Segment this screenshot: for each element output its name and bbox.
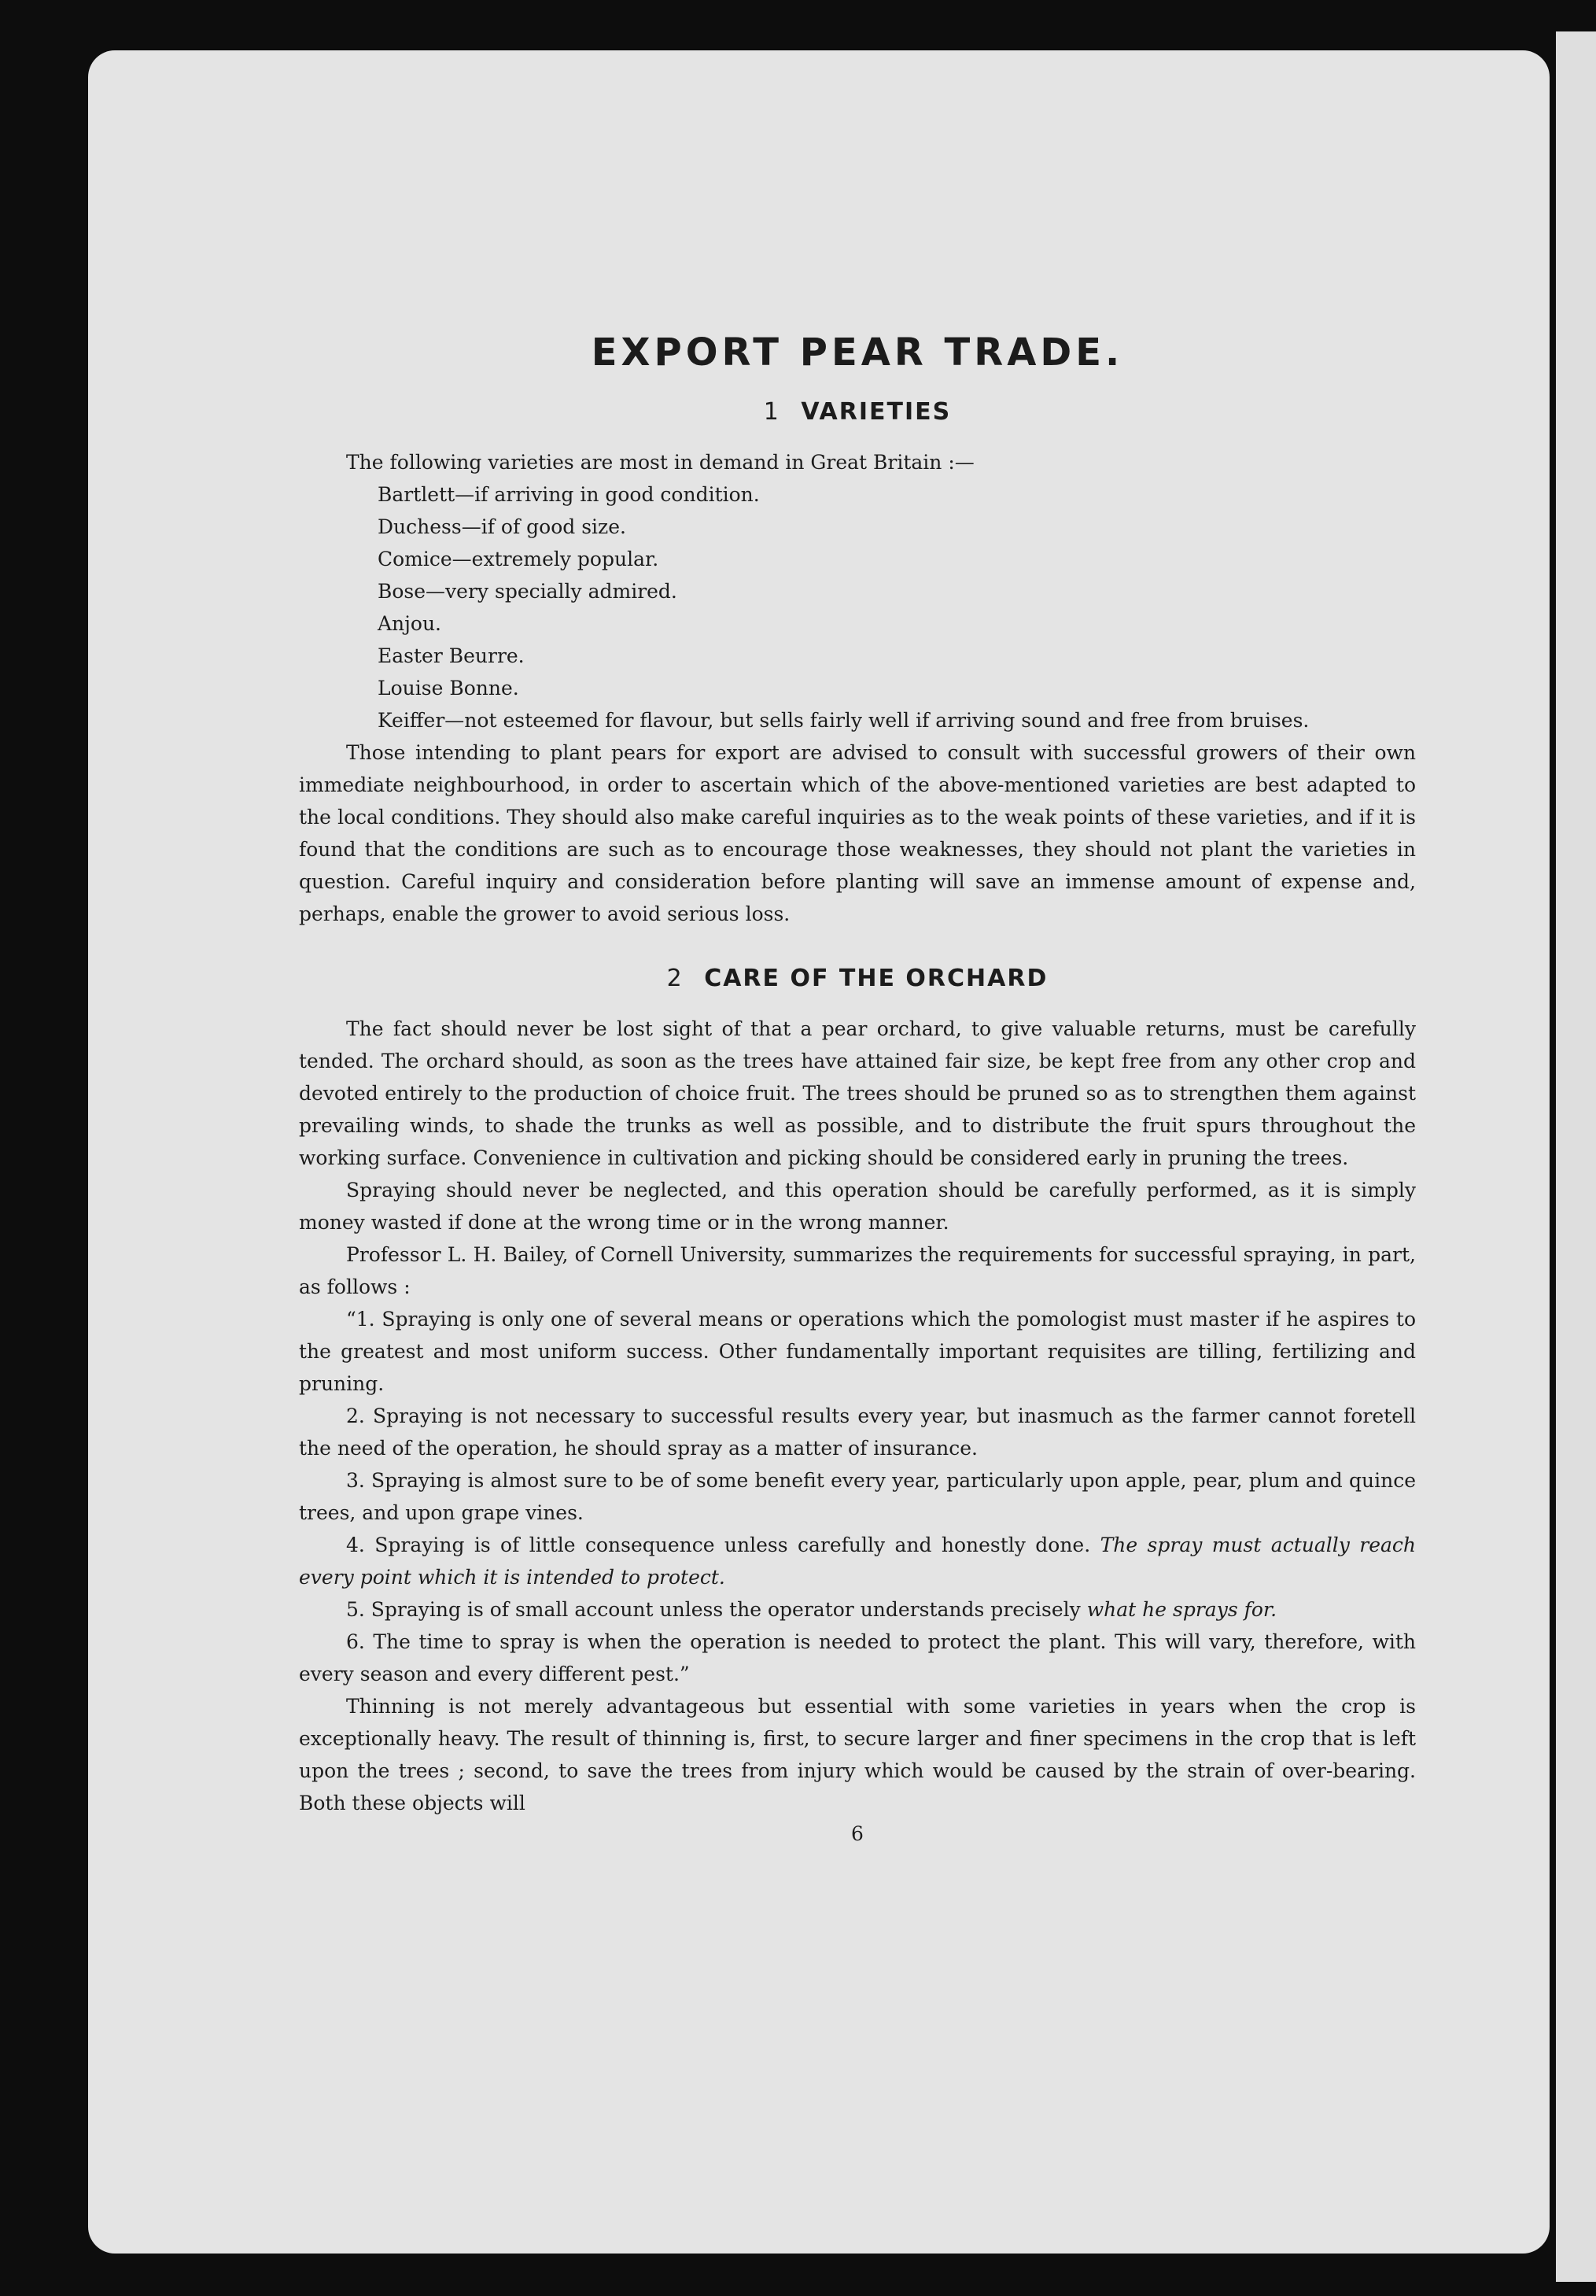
varieties-intro: The following varieties are most in demand in Great Britain :— bbox=[346, 451, 975, 474]
section-number: 2 bbox=[666, 965, 684, 992]
paragraph-care: The fact should never be lost sight of that a pear orchard, to give valuable returns, must be carefully tended. The orchard should, as soon as the trees have attained fair size, be kept free from any other crop and devoted entirely to the production of choice fruit. The trees should be pruned so as to strengthen them against prevailing winds, to shade the trunks as well as possible, and to distribute the fruit spurs throughout the working surface. Convenience in cultivation and picking should be considered early in pruning the trees. bbox=[299, 1017, 1416, 1169]
page-number: 6 bbox=[851, 1822, 864, 1845]
rule-4-italic: The spray must actually reach every point which it is intended to protect. bbox=[299, 1534, 1416, 1589]
rule-5 bbox=[299, 1593, 1416, 1626]
paragraph-thinning: Thinning is not merely advantageous but essential with some varieties in years when the crop is exceptionally heavy. The result of thinning is, first, to secure larger and finer specimens in the crop that is left upon the trees ; second, to save the trees from injury which would be caused by the strain of over-bearing. Both these objects will bbox=[299, 1695, 1416, 1814]
section-number: 1 bbox=[763, 398, 780, 426]
rule-3: 3. Spraying is almost sure to be of some benefit every year, particularly upon apple, pear, plum and quince trees, and upon grape vines. bbox=[299, 1469, 1416, 1524]
rule-5-text: 5. Spraying is of small account unless the operator understands precisely bbox=[346, 1598, 1081, 1621]
section-heading-varieties bbox=[299, 398, 1416, 426]
rule-6: 6. The time to spray is when the operation is needed to protect the plant. This will vary, therefore, with every season and every different pest.” bbox=[299, 1630, 1416, 1685]
paragraph-advice: Those intending to plant pears for export are advised to consult with successful growers of their own immediate neighbourhood, in order to ascertain which of the above-mentioned varieties are best adapted to the local conditions. They should also make careful inquiries as to the weak points of these varieties, and if it is found that the conditions are such as to encourage those weaknesses, they should not plant the varieties in question. Careful inquiry and consideration before planting will save an immense amount of expense and, perhaps, enable the grower to avoid serious loss. bbox=[299, 741, 1416, 925]
page-content bbox=[299, 330, 1416, 1845]
paragraph-spraying: Spraying should never be neglected, and this operation should be carefully performed, as it is simply money wasted if done at the wrong time or in the wrong manner. bbox=[299, 1179, 1416, 1234]
variety-item: Keiffer—not esteemed for flavour, but sells fairly well if arriving sound and free from bruises. bbox=[378, 709, 1310, 732]
section-heading-care bbox=[299, 965, 1416, 992]
rule-4 bbox=[299, 1529, 1416, 1593]
variety-item: Louise Bonne. bbox=[378, 677, 519, 700]
variety-item: Comice—extremely popular. bbox=[378, 548, 659, 570]
adjacent-page-edge bbox=[1556, 31, 1596, 2282]
variety-item: Anjou. bbox=[378, 612, 442, 635]
paragraph-bailey: Professor L. H. Bailey, of Cornell University, summarizes the requirements for successful spraying, in part, as follows : bbox=[299, 1243, 1416, 1298]
rule-4-text: 4. Spraying is of little consequence unless carefully and honestly done. bbox=[346, 1534, 1091, 1556]
variety-item: Duchess—if of good size. bbox=[378, 515, 626, 538]
page-title: EXPORT PEAR TRADE. bbox=[591, 330, 1124, 375]
variety-item: Bartlett—if arriving in good condition. bbox=[378, 483, 760, 506]
section-spacer bbox=[299, 930, 1416, 965]
section-title: CARE OF THE ORCHARD bbox=[704, 965, 1049, 992]
rule-1: “1. Spraying is only one of several means or operations which the pomologist must master if he aspires to the greatest and most uniform success. Other fundamentally important requisites are tilling, fertilizing and pruning. bbox=[299, 1308, 1416, 1395]
variety-item: Easter Beurre. bbox=[378, 644, 525, 667]
section-title: VARIETIES bbox=[801, 398, 952, 426]
rule-5-italic: what he sprays for. bbox=[1086, 1598, 1277, 1621]
varieties-list bbox=[299, 478, 1416, 736]
rule-2: 2. Spraying is not necessary to successful results every year, but inasmuch as the farmer cannot foretell the need of the operation, he should spray as a matter of insurance. bbox=[299, 1405, 1416, 1460]
variety-item: Bose—very specially admired. bbox=[378, 580, 677, 603]
